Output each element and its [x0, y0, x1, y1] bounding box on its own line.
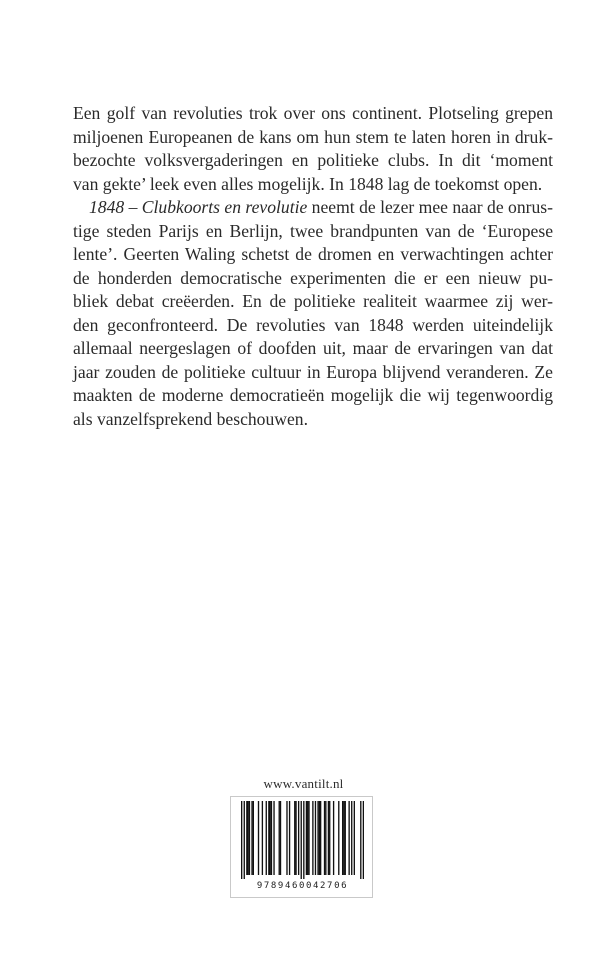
blurb-line: allemaal neergeslagen of doofden uit, maar de ervaringen van dat [73, 338, 553, 358]
blurb-line: bliek debat creëerden. En de politieke realiteit waarmee zij wer- [73, 291, 553, 311]
barcode-bar [262, 801, 263, 875]
barcode-bar [348, 801, 349, 875]
barcode-bar [298, 801, 299, 875]
barcode-bar [295, 801, 296, 875]
barcode-bar [351, 801, 352, 875]
publisher-website: www.vantilt.nl [263, 776, 344, 791]
barcode-bar [325, 801, 326, 875]
blurb-line-rest: neemt de lezer mee naar de onrus- [307, 197, 553, 217]
barcode-bar [241, 801, 242, 879]
blurb-line: als vanzelfsprekend beschouwen. [73, 408, 308, 429]
barcode-bar [360, 801, 361, 879]
barcode-bar [266, 801, 267, 875]
barcode-bar [315, 801, 316, 875]
barcode-bar [271, 801, 272, 875]
barcode-bar [279, 801, 280, 875]
blurb-line: maakten de moderne democratieën mogelijk die wij tegenwoordig [73, 385, 553, 405]
barcode-bar [308, 801, 309, 875]
barcode-bar [333, 801, 334, 875]
barcode-bar [258, 801, 259, 875]
blurb-line: bezochte volksvergaderingen en politieke clubs. In dit ‘moment [73, 150, 553, 170]
barcode-bar [317, 801, 318, 875]
barcode-bar [286, 801, 287, 875]
barcode-bar [342, 801, 343, 875]
blurb-line: tige steden Parijs en Berlijn, twee brandpunten van de ‘Europese [73, 220, 553, 241]
barcode-bar [247, 801, 248, 875]
barcode-bar [345, 801, 346, 875]
barcode-label [230, 796, 373, 898]
barcode-bar [319, 801, 320, 875]
back-cover-blurb [73, 102, 553, 431]
barcode-bar [268, 801, 269, 875]
blurb-line: den geconfronteerd. De revoluties van 1848 werden uiteindelijk [73, 314, 553, 335]
barcode-bar [280, 801, 281, 875]
blurb-line: Een golf van revoluties trok over ons continent. Plotseling grepen [73, 103, 553, 123]
blurb-line: lente’. Geerten Waling schetst de dromen en verwachtingen achter [73, 244, 553, 264]
barcode-bar [306, 801, 307, 875]
barcode-bar [324, 801, 325, 875]
barcode-bar [354, 801, 355, 875]
barcode-bar [294, 801, 295, 875]
barcode-bar [312, 801, 313, 875]
barcode-bar [246, 801, 247, 875]
blurb-line: van gekte’ leek even alles mogelijk. In 1848 lag de toekomst open. [73, 173, 543, 194]
barcode-bar [244, 801, 245, 879]
barcode-bar [363, 801, 364, 879]
barcode-bar [303, 801, 304, 879]
book-title: 1848 – Clubkoorts en revolutie [89, 197, 308, 217]
blurb-line: miljoenen Europeanen de kans om hun stem te laten horen in druk- [73, 126, 553, 147]
barcode-bar [269, 801, 270, 875]
barcode-bar [251, 801, 252, 875]
barcode-bar [249, 801, 250, 875]
barcode-bar [329, 801, 330, 875]
barcode-bar [328, 801, 329, 875]
barcode-bar [343, 801, 344, 875]
barcode-icon [241, 801, 364, 879]
barcode-bar [338, 801, 339, 875]
barcode-bar [301, 801, 302, 879]
barcode-bar [253, 801, 254, 875]
blurb-line: de honderden democratische experimenten die er een nieuw pu- [73, 267, 553, 288]
isbn-number: 9789460042706 [256, 881, 349, 891]
barcode-bar [289, 801, 290, 875]
blurb-line: jaar zouden de politieke cultuur in Europa blijvend veranderen. Ze [73, 361, 553, 382]
barcode-bar [320, 801, 321, 875]
blurb-line-book-title [73, 196, 553, 220]
barcode-bar [307, 801, 308, 875]
barcode-bar [273, 801, 274, 875]
